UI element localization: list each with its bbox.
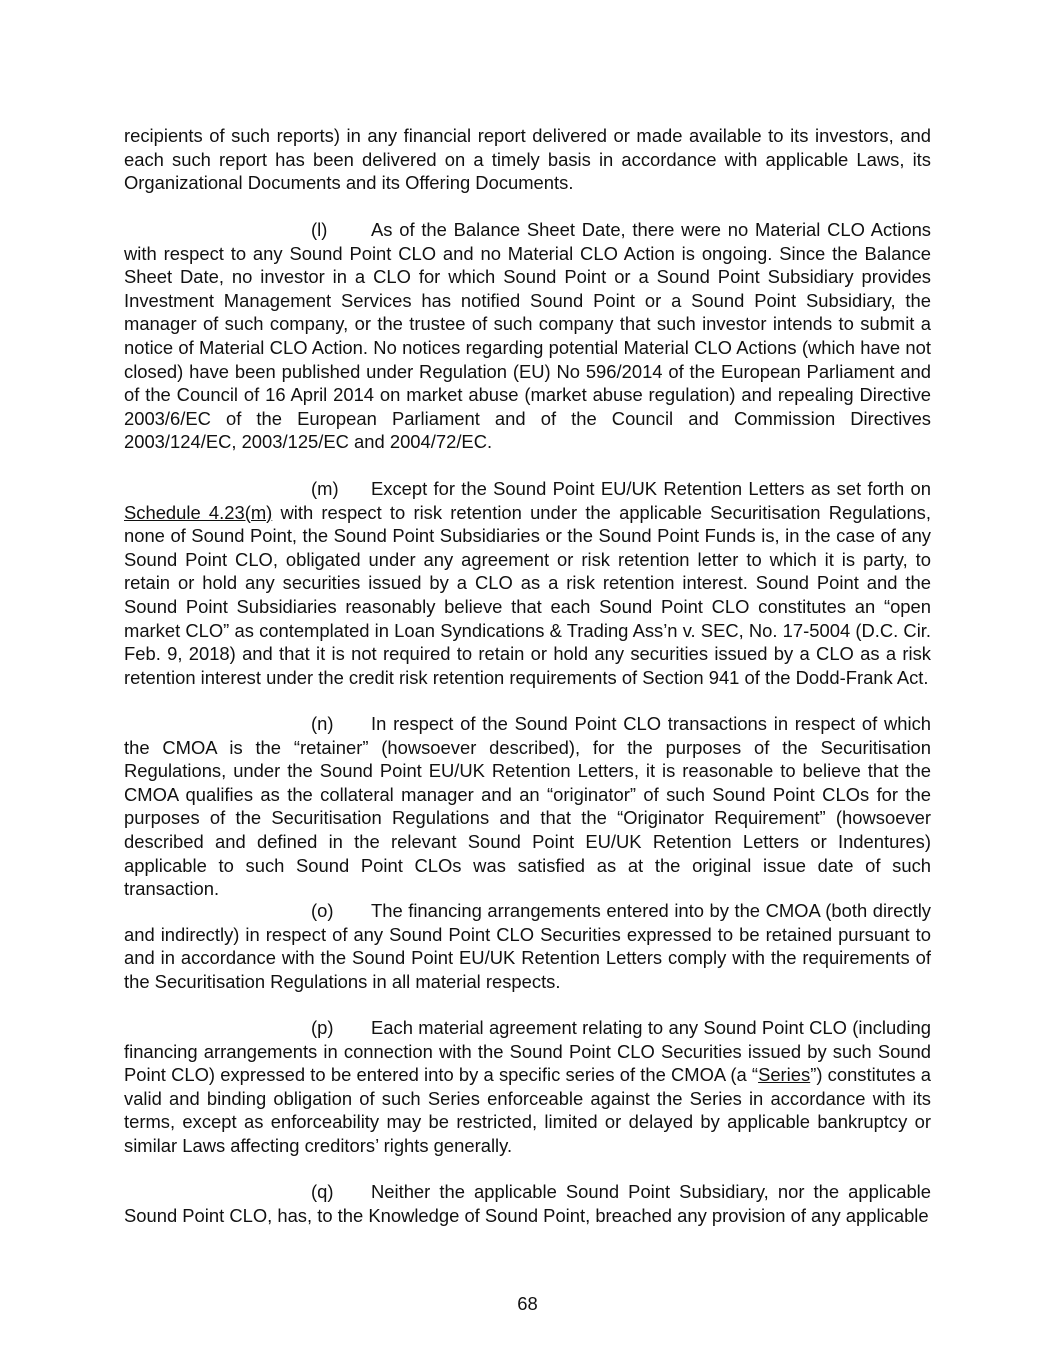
page-number: 68 [517,1293,538,1314]
paragraph-text: Except for the Sound Point EU/UK Retention Letters as set forth on [371,478,931,499]
paragraph-text: Neither the applicable Sound Point Subsidiary, nor the applicable Sound Point CLO, has, to the Knowledge of Sound Point, breached any provision of any applicable [124,1181,931,1226]
paragraph-text: Each material agreement relating to any Sound Point CLO (including financing arrangements in connection with the Sound Point CLO Securities issued by such Sound Point CLO) expressed to be entered into by a specific series of the CMOA (a “ [124,1017,931,1086]
paragraph-text: recipients of such reports) in any financial report delivered or made available to its investors, and each such report has been delivered on a timely basis in accordance with applicable Laws, its Organizational Documents and its Offering Documents. [124,125,931,194]
paragraph-text: The financing arrangements entered into by the CMOA (both directly and indirectly) in respect of any Sound Point CLO Securities expressed to be retained pursuant to and in accordance with the Sound Point EU/UK Retention Letters comply with the requirements of the Securitisation Regulations in all material respects. [124,900,931,992]
paragraph-label: (p) [311,1017,334,1038]
paragraph-label: (o) [311,900,334,921]
paragraph-label: (n) [311,713,334,734]
paragraph-label: (q) [311,1181,334,1202]
paragraph-l [124,218,931,454]
paragraph-text: As of the Balance Sheet Date, there were no Material CLO Actions with respect to any Sound Point CLO and no Material CLO Action is ongoing. Since the Balance Sheet Date, no investor in a CLO for which Sound Point or a Sound Point Subsidiary provides Investment Management Services has notified Sound Point or a Sound Point Subsidiary, the manager of such company, or the trustee of such company that such investor intends to submit a notice of Material CLO Action. No notices regarding potential Material CLO Actions (which have not closed) have been published under Regulation (EU) No 596/2014 of the European Parliament and of the Council of 16 April 2014 on market abuse (market abuse regulation) and repealing Directive 2003/6/EC of the European Parliament and of the Council and Commission Directives 2003/124/EC, 2003/125/EC and 2004/72/EC. [124,219,931,453]
paragraph-q [124,1180,931,1227]
schedule-reference: Schedule 4.23(m) [124,501,273,523]
paragraph-p [124,1016,931,1158]
paragraph-label: (m) [311,478,339,499]
paragraph-text: with respect to risk retention under the applicable Securitisation Regulations, none of Sound Point, the Sound Point Subsidiaries or the Sound Point Funds is, in the case of any Sound Point CLO, obligated under any agreement or risk retention letter to which it is party, to retain or hold any securities issued by a CLO as a risk retention interest. Sound Point and the Sound Point Subsidiaries reasonably believe that each Sound Point CLO constitutes an “open market CLO” as contemplated in Loan Syndications & Trading Ass’n v. SEC, No. 17-5004 (D.C. Cir. Feb. 9, 2018) and that it is not required to retain or hold any securities issued by a CLO as a risk retention interest under the credit risk retention requirements of Section 941 of the Dodd-Frank Act. [124,501,931,688]
paragraph-o [124,899,931,993]
defined-term: Series [758,1064,811,1086]
paragraph-text: ”) constitutes a valid and binding obligation of such Series enforceable against the Series in accordance with its terms, except as enforceability may be restricted, limited or delayed by applicable bankruptcy or similar Laws affecting creditors’ rights generally. [124,1064,931,1156]
paragraph-label: (l) [311,219,328,240]
paragraph-text: In respect of the Sound Point CLO transactions in respect of which the CMOA is the “retainer” (howsoever described), for the purposes of the Securitisation Regulations, under the Sound Point EU/UK Retention Letters, it is reasonable to believe that the CMOA qualifies as the collateral manager and an “originator” of such Sound Point CLOs for the purposes of the Securitisation Regulations and that the “Originator Requirement” (howsoever described and defined in the relevant Sound Point EU/UK Retention Letters or Indentures) applicable to such Sound Point CLOs was satisfied as at the original issue date of such transaction. [124,713,931,900]
paragraph-continuation [124,124,931,195]
paragraph-n [124,712,931,901]
paragraph-m [124,477,931,689]
